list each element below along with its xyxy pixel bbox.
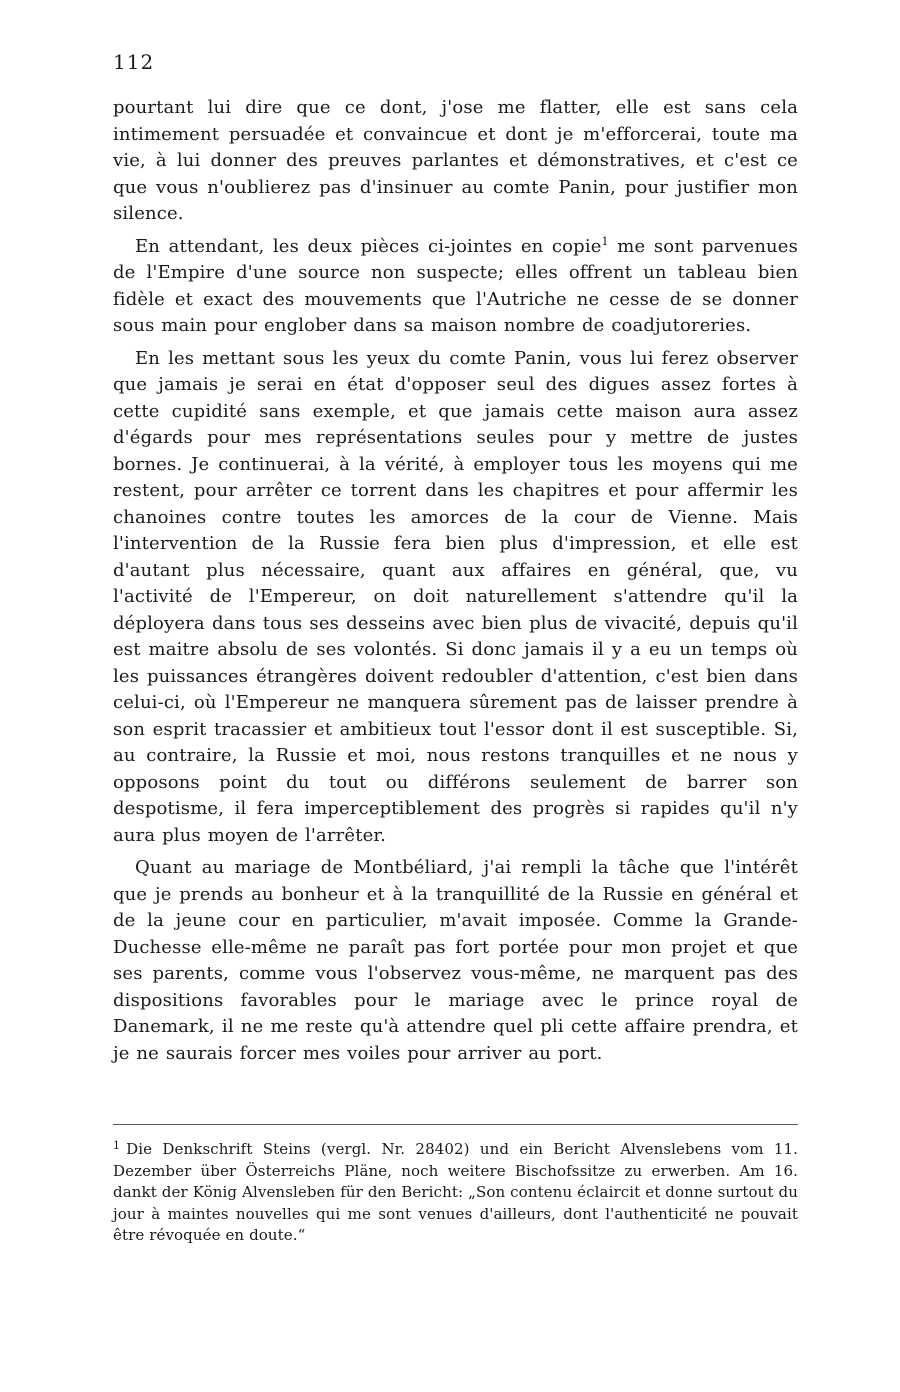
footnote-text: Die Denkschrift Steins (vergl. Nr. 28402) und ein Bericht Alvenslebens vom 11. Dezember über Österreichs Pläne, noch weitere Bischofssitze zu erwerben. Am 16. dankt der König Alvensleben für den Bericht: „Son contenu éclaircit et donne surtout du jour à maintes nouvelles qui me sont venues d'ailleurs, dont l'authenticité ne pouvait être révoquée en doute.“	[113, 1140, 798, 1244]
paragraph-2-text-end: me sont parvenues de l'Empire d'une source non suspecte; elles offrent un tableau bien fidèle et exact des mouvements que l'Autriche ne cesse de se donner sous main pour englober dans sa maison nombre de coadjutoreries.	[113, 235, 798, 336]
footnote	[113, 1135, 798, 1247]
page-number: 112	[113, 50, 155, 74]
footnote-marker: 1	[113, 1139, 121, 1152]
main-text	[113, 95, 798, 1067]
paragraph-2	[113, 234, 798, 340]
paragraph-3: En les mettant sous les yeux du comte Panin, vous lui ferez observer que jamais je serai en état d'opposer seul des digues assez fortes à cette cupidité sans exemple, et que jamais cette maison aura assez d'égards pour mes représentations seules pour y mettre de justes bornes. Je continuerai, à la vérité, à employer tous les moyens qui me restent, pour arrêter ce torrent dans les chapitres et pour affermir les chanoines contre toutes les amorces de la cour de Vienne. Mais l'intervention de la Russie fera bien plus d'impression, et elle est d'autant plus nécessaire, quant aux affaires en général, que, vu l'activité de l'Empereur, on doit naturellement s'attendre qu'il la déployera dans tous ses desseins avec bien plus de vivacité, depuis qu'il est maitre absolu de ses volontés. Si donc jamais il y a eu un temps où les puissances étrangères doivent redoubler d'attention, c'est bien dans celui-ci, où l'Empereur ne manquera sûrement pas de laisser prendre à son esprit tracassier et ambitieux tout l'essor dont il est susceptible. Si, au contraire, la Russie et moi, nous restons tranquilles et ne nous y opposons point du tout ou différons seulement de barrer son despotisme, il fera imperceptiblement des progrès si rapides qu'il n'y aura plus moyen de l'arrêter.	[113, 347, 798, 846]
paragraph-2-text-start: En attendant, les deux pièces ci-jointes en copie	[135, 235, 602, 257]
paragraph-1: pourtant lui dire que ce dont, j'ose me flatter, elle est sans cela intimement persuadée et convaincue et dont je m'efforcerai, toute ma vie, à lui donner des preuves parlantes et démonstratives, et c'est ce que vous n'oublierez pas d'insinuer au comte Panin, pour justifier mon silence.	[113, 97, 798, 224]
paragraph-4: Quant au mariage de Montbéliard, j'ai rempli la tâche que l'intérêt que je prends au bonheur et à la tranquillité de la Russie en général et de la jeune cour en particulier, m'avait imposée. Comme la Grande-Duchesse elle-même ne paraît pas fort portée pour mon projet et que ses parents, comme vous l'observez vous-même, ne marquent pas des dispositions favorables pour le mariage avec le prince royal de Danemark, il ne me reste qu'à attendre quel pli cette affaire prendra, et je ne saurais forcer mes voiles pour arriver au port.	[113, 857, 798, 1064]
footnote-reference: 1	[601, 234, 609, 248]
footnote-divider	[113, 1124, 798, 1125]
